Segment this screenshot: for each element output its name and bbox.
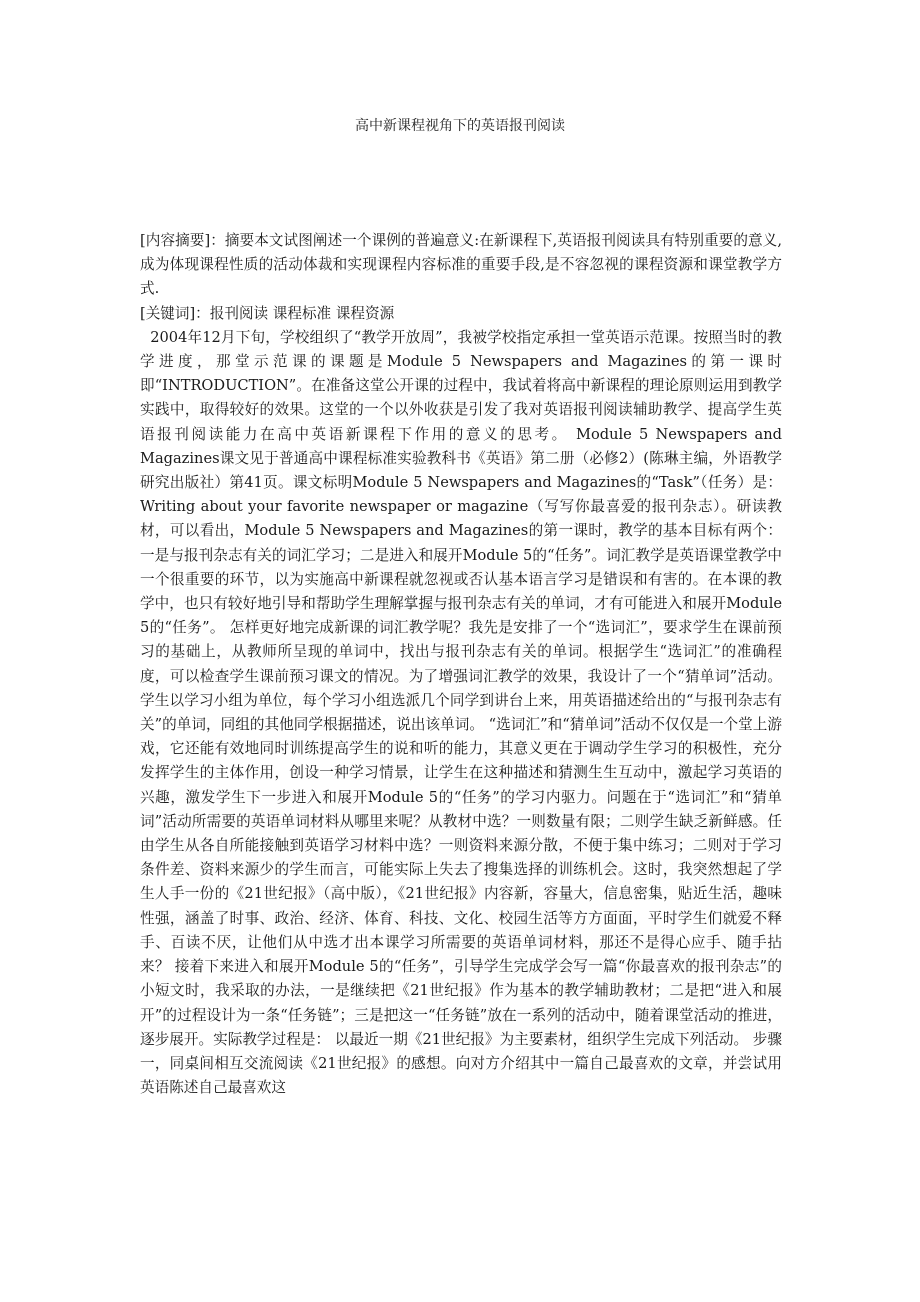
abstract-paragraph: [内容摘要]：摘要本文试图阐述一个课例的普遍意义:在新课程下,英语报刊阅读具有特别重要的意义,成为体现课程性质的活动体裁和实现课程内容标准的重要手段,是不容忽视的课程资源和课堂教学方式. xyxy=(140,232,782,298)
document-content xyxy=(140,229,782,1100)
body-paragraph: 2004年12月下旬，学校组织了“教学开放周”，我被学校指定承担一堂英语示范课。按照当时的教学进度，那堂示范课的课题是Module 5 Newspapers and Magazines的第一课时即“INTRODUCTION”。在准备这堂公开课的过程中，我试着将高中新课程的理论原则运用到教学实践中，取得较好的效果。这堂的一个以外收获是引发了我对英语报刊阅读辅助教学、提高学生英语报刊阅读能力在高中英语新课程下作用的意义的思考。 Module 5 Newspapers and Magazines课文见于普通高中课程标准实验教科书《英语》第二册（必修2）(陈琳主编，外语教学研究出版社）第41页。课文标明Module 5 Newspapers and Magazines的“Task”（任务）是：Writing about your favorite newspaper or magazine（写写你最喜爱的报刊杂志）。研读教材，可以看出，Module 5 Newspapers and Magazines的第一课时，教学的基本目标有两个：一是与报刊杂志有关的词汇学习；二是进入和展开Module 5的“任务”。词汇教学是英语课堂教学中一个很重要的环节，以为实施高中新课程就忽视或否认基本语言学习是错误和有害的。在本课的教学中，也只有较好地引导和帮助学生理解掌握与报刊杂志有关的单词，才有可能进入和展开Module 5的“任务”。 怎样更好地完成新课的词汇教学呢？我先是安排了一个“选词汇”，要求学生在课前预习的基础上，从教师所呈现的单词中，找出与报刊杂志有关的单词。根据学生“选词汇”的准确程度，可以检查学生课前预习课文的情况。为了增强词汇教学的效果，我设计了一个“猜单词”活动。学生以学习小组为单位，每个学习小组选派几个同学到讲台上来，用英语描述给出的“与报刊杂志有关”的单词，同组的其他同学根据描述，说出该单词。 “选词汇”和“猜单词”活动不仅仅是一个堂上游戏，它还能有效地同时训练提高学生的说和听的能力，其意义更在于调动学生学习的积极性，充分发挥学生的主体作用，创设一种学习情景，让学生在这种描述和猜测生生互动中，激起学习英语的兴趣，激发学生下一步进入和展开Module 5的“任务”的学习内驱力。问题在于“选词汇”和“猜单词”活动所需要的英语单词材料从哪里来呢？从教材中选？一则数量有限；二则学生缺乏新鲜感。任由学生从各自所能接触到英语学习材料中选？一则资料来源分散，不便于集中练习；二则对于学习条件差、资料来源少的学生而言，可能实际上失去了搜集选择的训练机会。这时，我突然想起了学生人手一份的《21世纪报》（高中版），《21世纪报》内容新，容量大，信息密集，贴近生活，趣味性强，涵盖了时事、政治、经济、体育、科技、文化、校园生活等方方面面，平时学生们就爱不释手、百读不厌，让他们从中选才出本课学习所需要的英语单词材料，那还不是得心应手、随手拈来？ 接着下来进入和展开Module 5的“任务”，引导学生完成学会写一篇“你最喜欢的报刊杂志”的小短文时，我采取的办法，一是继续把《21世纪报》作为基本的教学辅助教材；二是把“进入和展开”的过程设计为一条“任务链”；三是把这一“任务链”放在一系列的活动中，随着课堂活动的推进，逐步展开。实际教学过程是： 以最近一期《21世纪报》为主要素材，组织学生完成下列活动。 步骤一，同桌间相互交流阅读《21世纪报》的感想。向对方介绍其中一篇自己最喜欢的文章，并尝试用英语陈述自己最喜欢这 xyxy=(140,328,782,1097)
document-title: 高中新课程视角下的英语报刊阅读 xyxy=(355,118,565,134)
keywords-line: [关键词]：报刊阅读 课程标准 课程资源 xyxy=(140,304,395,322)
